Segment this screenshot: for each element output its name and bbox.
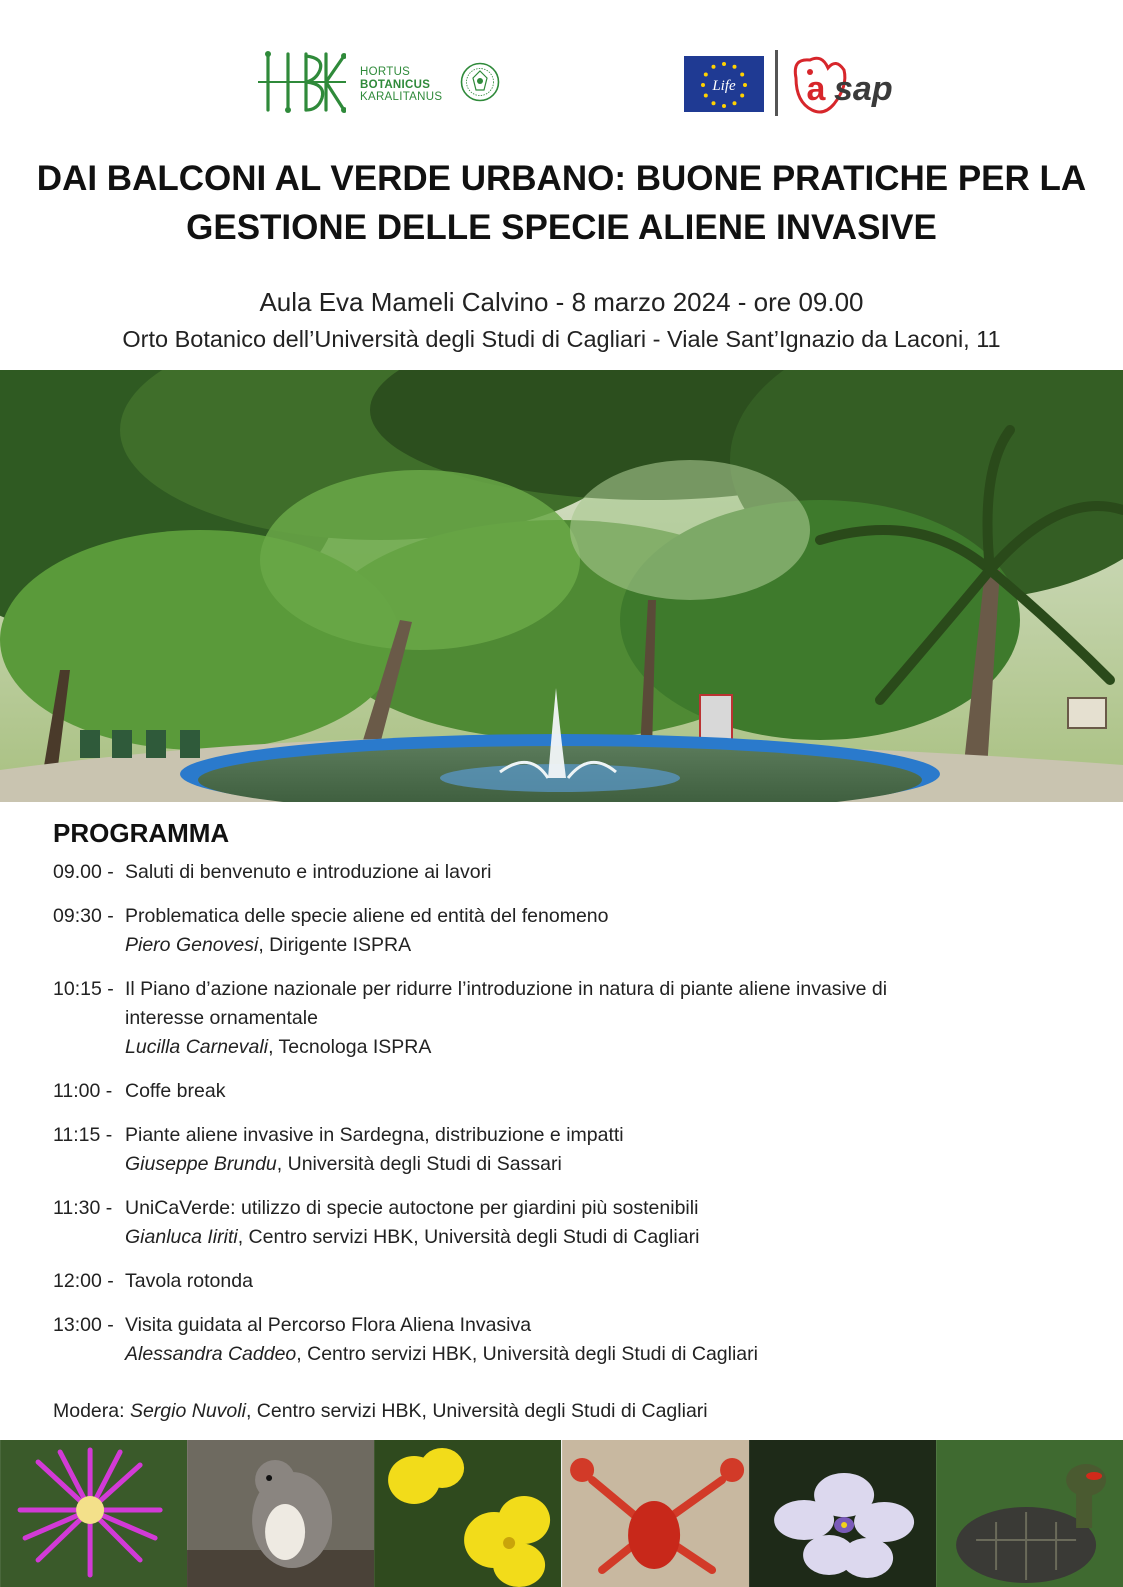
item-speaker-line [53, 1033, 1083, 1062]
hbk-line1: HORTUS [360, 66, 411, 78]
item-text: Piante aliene invasive in Sardegna, distribuzione e impatti [125, 1124, 624, 1146]
hbk-logo-icon [258, 50, 346, 114]
logo-separator [775, 50, 778, 116]
speaker-role: , Dirigente ISPRA [258, 934, 412, 956]
slider-turtle-photo [936, 1440, 1123, 1587]
schedule-list [53, 858, 1083, 1384]
species-photo-strip [0, 1440, 1123, 1587]
item-text: Il Piano d’azione nazionale per ridurre l’introduzione in natura di piante aliene invasive di [125, 978, 888, 1000]
eu-life-logo-icon [684, 56, 764, 112]
item-text: Coffe break [125, 1080, 226, 1102]
item-time: 09.00 - [53, 861, 114, 883]
item-speaker-line [53, 1150, 1083, 1179]
item-speaker-line [53, 1223, 1083, 1252]
item-text: Saluti di benvenuto e introduzione ai lavori [125, 861, 492, 883]
item-time: 11:15 - [53, 1124, 113, 1146]
item-time: 11:00 - [53, 1080, 113, 1102]
event-title [20, 154, 1103, 252]
item-time: 12:00 - [53, 1270, 114, 1292]
item-text-continued: interesse ornamentale [125, 1007, 318, 1029]
speaker-role: , Università degli Studi di Sassari [276, 1153, 562, 1175]
university-seal-icon [460, 62, 500, 102]
speaker-name: Piero Genovesi [125, 934, 259, 956]
schedule-item [53, 1194, 1083, 1252]
pink-iceplant-flower-photo [0, 1440, 187, 1587]
schedule-item [53, 902, 1083, 960]
item-speaker-line [53, 1340, 1083, 1369]
schedule-item [53, 1311, 1083, 1369]
red-crayfish-photo [562, 1440, 749, 1587]
botanical-garden-fountain-photo [0, 370, 1123, 802]
speaker-role: , Tecnologa ISPRA [268, 1036, 432, 1058]
header-logos [0, 44, 1123, 124]
title-line-2: GESTIONE DELLE SPECIE ALIENE INVASIVE [186, 208, 937, 247]
programme-heading: PROGRAMMA [53, 818, 230, 848]
hbk-line2: BOTANICUS [360, 78, 431, 91]
item-time: 13:00 - [53, 1314, 114, 1336]
eu-life-text: Life [712, 78, 736, 94]
schedule-item [53, 858, 1083, 887]
item-text: Tavola rotonda [125, 1270, 253, 1292]
yellow-oxalis-flower-photo [374, 1440, 561, 1587]
moderator-role: , Centro servizi HBK, Università degli Studi di Cagliari [245, 1400, 708, 1422]
item-time: 11:30 - [53, 1197, 113, 1219]
hbk-logo-text [360, 66, 442, 104]
item-text: Problematica delle specie aliene ed entità del fenomeno [125, 905, 609, 927]
item-text: Visita guidata al Percorso Flora Aliena Invasiva [125, 1314, 532, 1336]
asap-a-letter: a [806, 70, 826, 108]
venue-address-line: Orto Botanico dell’Università degli Studi di Cagliari - Viale Sant’Ignazio da Laconi, 11 [122, 326, 1001, 352]
speaker-name: Alessandra Caddeo [125, 1343, 297, 1365]
venue-date-line: Aula Eva Mameli Calvino - 8 marzo 2024 - ore 09.00 [259, 287, 864, 317]
water-hyacinth-flower-photo [749, 1440, 936, 1587]
grey-squirrel-photo [187, 1440, 374, 1587]
moderator-label: Modera: [53, 1400, 130, 1422]
item-text: UniCaVerde: utilizzo di specie autoctone per giardini più sostenibili [125, 1197, 699, 1219]
schedule-item [53, 1077, 1083, 1106]
moderator-name: Sergio Nuvoli [129, 1400, 246, 1422]
moderator-line [53, 1400, 708, 1423]
speaker-role: , Centro servizi HBK, Università degli Studi di Cagliari [237, 1226, 700, 1248]
item-speaker-line [53, 931, 1083, 960]
speaker-name: Lucilla Carnevali [125, 1036, 269, 1058]
asap-text: sap [834, 70, 893, 108]
title-line-1: DAI BALCONI AL VERDE URBANO: BUONE PRATICHE PER LA [36, 159, 1087, 198]
item-time: 10:15 - [53, 978, 114, 1000]
hbk-line3: KARALITANUS [360, 91, 443, 103]
schedule-item [53, 975, 1083, 1062]
speaker-name: Giuseppe Brundu [125, 1153, 277, 1175]
speaker-role: , Centro servizi HBK, Università degli Studi di Cagliari [296, 1343, 758, 1365]
item-time: 09:30 - [53, 905, 114, 927]
speaker-name: Gianluca Iiriti [125, 1226, 238, 1248]
asap-logo-icon [788, 50, 903, 122]
schedule-item [53, 1267, 1083, 1296]
schedule-item [53, 1121, 1083, 1179]
